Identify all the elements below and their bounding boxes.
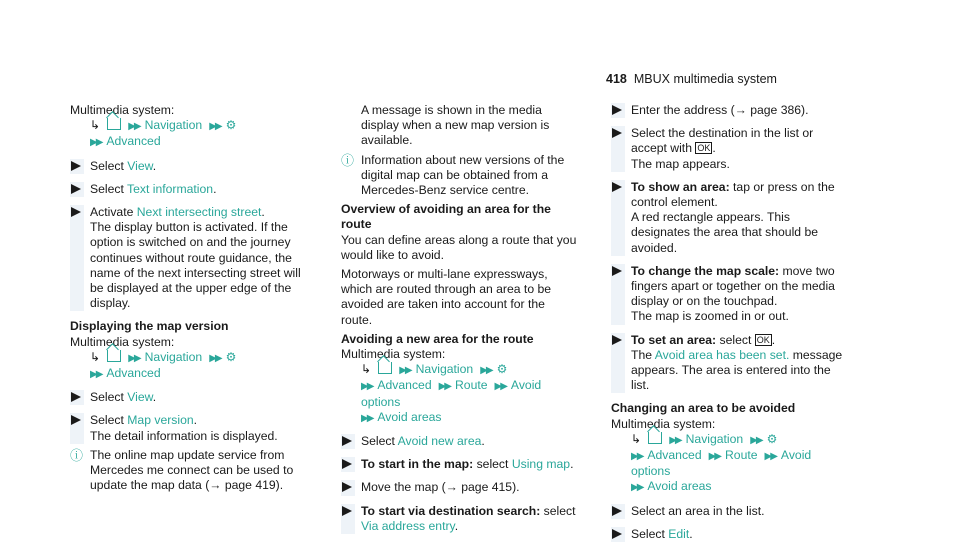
step-start-destination: To start via destination search: select Via address entry.: [341, 504, 579, 534]
note: [341, 153, 579, 199]
page-number: 418: [606, 72, 627, 86]
return-arrow-icon: ↳: [361, 362, 372, 377]
menu-path: [70, 118, 302, 150]
heading-map-version: Displaying the map version: [70, 319, 229, 334]
step-bullet-icon: [612, 335, 622, 345]
path-avoid-areas: Avoid areas: [377, 409, 442, 424]
step-move-map: Move the map (→ page 415).: [341, 480, 579, 495]
path-route: Route: [725, 448, 758, 463]
intro-text: Multimedia system:: [341, 347, 446, 362]
chevron-icon: ▶▶: [480, 365, 492, 377]
chevron-icon: ▶▶: [438, 381, 450, 393]
step-select-area: Select an area in the list.: [611, 504, 851, 519]
chevron-icon: ▶▶: [90, 369, 102, 381]
ok-key-icon: OK: [756, 334, 770, 345]
intro-text: Multimedia system:: [70, 334, 175, 349]
chevron-icon: ▶▶: [764, 451, 776, 463]
column-3: [611, 103, 851, 542]
step-avoid-new-area: Select Avoid new area.: [341, 434, 579, 449]
menu-path: [341, 362, 579, 426]
step-bullet-icon: [342, 459, 352, 469]
note-text: The online map update service from Mercedes me connect can be used to update the map data (→ page 419).: [90, 447, 294, 493]
step-show-area: To show an area: tap or press on the control element. A red rectangle appears. This designates the area that should be avoided.: [611, 180, 851, 256]
heading-avoiding: Avoiding a new area for the route: [341, 331, 534, 346]
step-bullet-icon: [612, 506, 622, 516]
chevron-icon: ▶▶: [669, 434, 681, 446]
step-select-edit: Select Edit.: [611, 527, 851, 542]
activate-description: The display button is activated. If the option is switched on and the journey continues without route guidance, the name of the next intersecting street will be displayed at the upper edge of the display.: [90, 220, 301, 311]
chevron-icon: ▶▶: [128, 352, 140, 364]
chevron-icon: ▶▶: [209, 121, 221, 133]
chevron-icon: ▶▶: [361, 412, 373, 424]
chevron-icon: ▶▶: [494, 381, 506, 393]
option-view: View: [127, 390, 153, 405]
chevron-icon: ▶▶: [399, 365, 411, 377]
path-navigation: Navigation: [144, 118, 203, 133]
info-note-icon: ⓘ: [70, 447, 84, 463]
note-text: Information about new versions of the digital map can be obtained from a Mercedes-Benz service centre.: [361, 152, 565, 198]
chevron-icon: ▶▶: [708, 451, 720, 463]
step-bullet-icon: [342, 482, 352, 492]
message-text: A message is shown in the media display when a new map version is available.: [361, 103, 550, 148]
return-arrow-icon: ↳: [90, 118, 101, 133]
step-select-destination: Select the destination in the list or accept with OK . The map appears.: [611, 126, 851, 172]
step-start-map: To start in the map: select Using map.: [341, 457, 579, 472]
intro-text: Multimedia system:: [70, 103, 175, 117]
step-bullet-icon: [612, 128, 622, 138]
option-next-intersecting-street: Next intersecting street: [136, 205, 262, 220]
home-icon: [107, 350, 121, 362]
chevron-icon: ▶▶: [128, 121, 140, 133]
step-bullet-icon: [612, 266, 622, 276]
chevron-icon: ▶▶: [209, 352, 221, 364]
path-avoid-areas: Avoid areas: [647, 479, 712, 494]
chevron-icon: ▶▶: [90, 137, 102, 149]
page-header: [606, 72, 777, 87]
option-using-map: Using map: [511, 457, 571, 472]
step-bullet-icon: [612, 105, 622, 115]
step-select-map-version: Select Map version. The detail information is displayed.: [70, 413, 302, 443]
note: [70, 448, 302, 494]
heading-changing: Changing an area to be avoided: [611, 401, 796, 416]
info-note-icon: ⓘ: [341, 152, 355, 168]
manual-title: MBUX multimedia system: [633, 72, 777, 86]
message-avoid-area-set: Avoid area has been set.: [654, 347, 790, 362]
step-bullet-icon: [71, 415, 81, 425]
settings-gear-icon: ⚙: [225, 349, 237, 364]
home-icon: [107, 118, 121, 130]
overview-text: You can define areas along a route that you would like to avoid.: [341, 232, 577, 262]
column-1: [70, 103, 302, 493]
step-set-area: To set an area: select OK . The Avoid area has been set. message appears. The area is entered into the list.: [611, 333, 851, 394]
step-select-view: Select View.: [70, 159, 302, 174]
chevron-icon: ▶▶: [631, 451, 643, 463]
step-bullet-icon: [71, 184, 81, 194]
settings-gear-icon: ⚙: [225, 118, 237, 133]
menu-path: [70, 350, 302, 382]
option-edit: Edit: [668, 526, 690, 541]
step-activate: Activate Next intersecting street. The display button is activated. If the option is switched on and the journey continues without route guidance, the name of the next intersecting street will be displayed at the upper edge of the display.: [70, 205, 302, 311]
step-enter-address: Enter the address (→ page 386).: [611, 103, 851, 118]
step-bullet-icon: [612, 182, 622, 192]
settings-gear-icon: ⚙: [496, 362, 508, 377]
step-bullet-icon: [342, 436, 352, 446]
chevron-icon: ▶▶: [631, 482, 643, 494]
return-arrow-icon: ↳: [631, 431, 642, 446]
path-route: Route: [455, 378, 488, 393]
path-advanced: Advanced: [647, 448, 702, 463]
step-bullet-icon: [71, 207, 81, 217]
option-map-version: Map version: [127, 413, 194, 428]
map-version-description: The detail information is displayed.: [90, 428, 278, 443]
home-icon: [378, 362, 392, 374]
option-via-address-entry: Via address entry: [361, 518, 455, 533]
path-avoid-options: Avoid options: [361, 378, 542, 409]
path-navigation: Navigation: [685, 431, 744, 446]
menu-path: [611, 432, 851, 496]
path-navigation: Navigation: [415, 362, 474, 377]
chevron-icon: ▶▶: [361, 381, 373, 393]
path-navigation: Navigation: [144, 349, 203, 364]
intro-text: Multimedia system:: [611, 416, 716, 431]
step-bullet-icon: [612, 529, 622, 539]
path-avoid-options: Avoid options: [631, 448, 812, 479]
chevron-icon: ▶▶: [750, 434, 762, 446]
path-advanced: Advanced: [377, 378, 432, 393]
path-advanced: Advanced: [106, 366, 161, 381]
path-advanced: Advanced: [106, 134, 161, 149]
step-bullet-icon: [71, 392, 81, 402]
heading-overview: Overview of avoiding an area for the route: [341, 202, 551, 232]
step-bullet-icon: [71, 161, 81, 171]
step-select-view: Select View.: [70, 390, 302, 405]
home-icon: [648, 432, 662, 444]
option-avoid-new-area: Avoid new area: [397, 434, 482, 449]
column-2: [341, 103, 579, 534]
option-view: View: [127, 158, 153, 173]
motorways-text: Motorways or multi-lane expressways, which are routed through an area to be avoided are taken into account for the route.: [341, 267, 552, 327]
step-select-text-info: Select Text information.: [70, 182, 302, 197]
ok-key-icon: OK: [697, 143, 711, 154]
settings-gear-icon: ⚙: [766, 431, 778, 446]
step-bullet-icon: [342, 506, 352, 516]
step-change-scale: To change the map scale: move two fingers apart or together on the media display or on the touchpad. The map is zoomed in or out.: [611, 264, 851, 325]
option-text-information: Text information: [127, 181, 214, 196]
return-arrow-icon: ↳: [90, 349, 101, 364]
